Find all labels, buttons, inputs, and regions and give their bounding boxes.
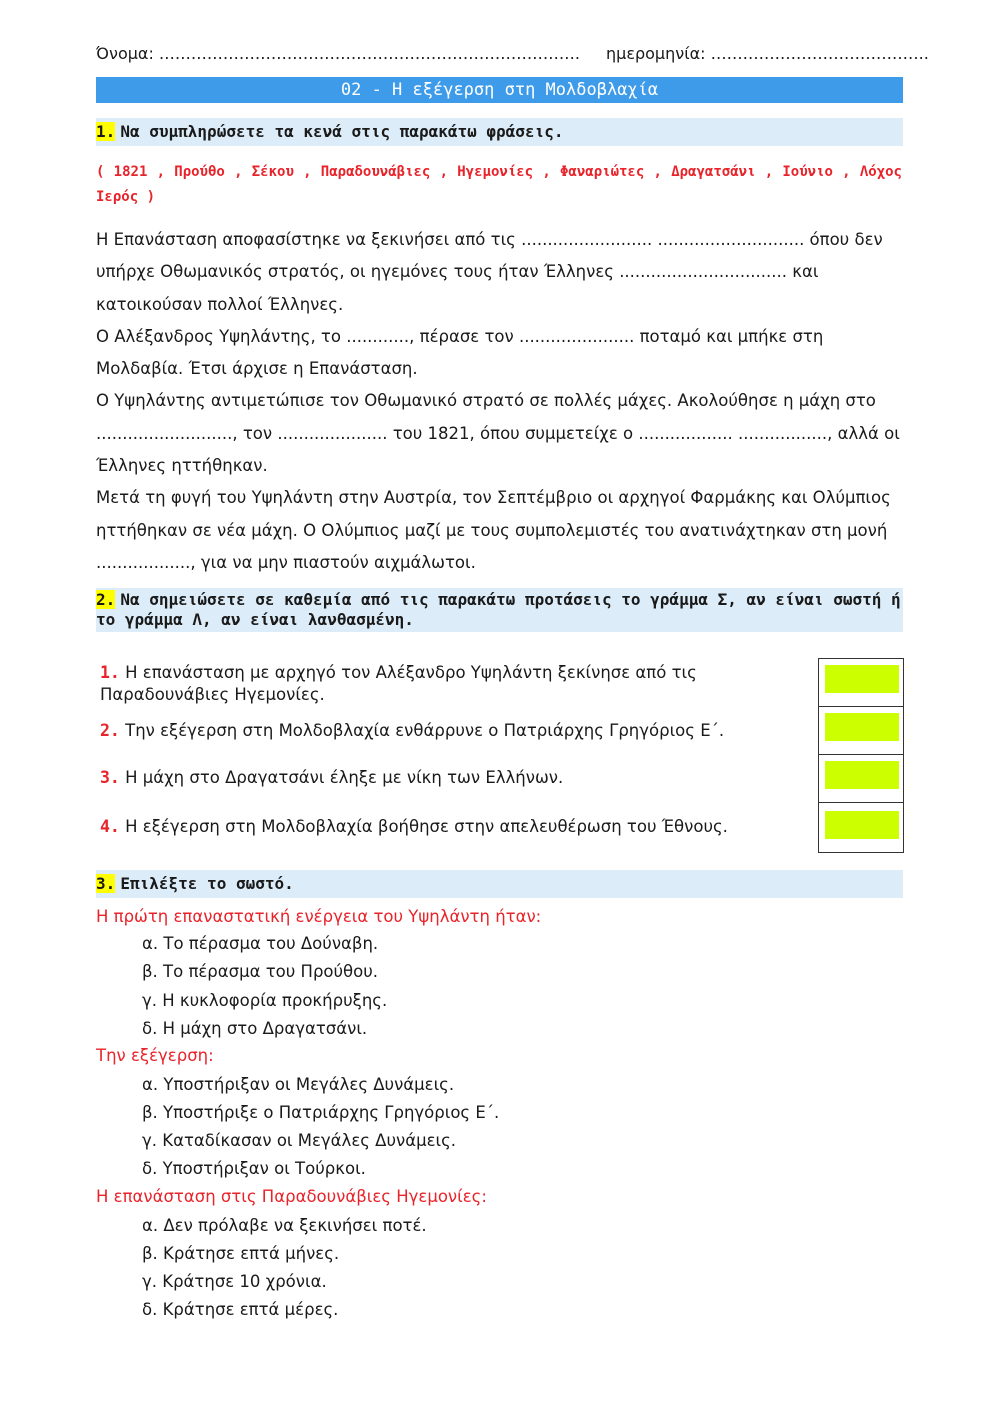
section-instruction: Να συμπληρώσετε τα κενά στις παρακάτω φράσεις. xyxy=(120,122,564,141)
true-false-statement xyxy=(100,767,800,789)
option-2b[interactable]: β. Υποστήριξε ο Πατριάρχης Γρηγόριος Ε΄. xyxy=(142,1103,500,1122)
option-1c[interactable]: γ. Η κυκλοφορία προκήρυξης. xyxy=(142,991,388,1010)
option-1a[interactable]: α. Το πέρασμα του Δούναβη. xyxy=(142,934,379,953)
statement-number: 2. xyxy=(100,721,120,740)
section-number: 3. xyxy=(96,874,116,893)
header-line xyxy=(96,44,929,63)
option-2a[interactable]: α. Υποστήριξαν οι Μεγάλες Δυνάμεις. xyxy=(142,1075,455,1094)
word-bank: ( 1821 , Προύθο , Σέκου , Παραδουνάβιες , Ηγεμονίες , Φαναριώτες , Δραγατσάνι , Ιούνιο , Λόχος Ιερός ) xyxy=(96,164,902,205)
statement-text: Την εξέγερση στη Μολδοβλαχία ενθάρρυνε ο Πατριάρχης Γρηγόριος Ε΄. xyxy=(125,721,725,740)
section-1-heading xyxy=(96,118,903,146)
answer-cell xyxy=(819,659,903,707)
answer-box-1[interactable] xyxy=(825,665,899,693)
name-field[interactable]: Όνομα: ……………………………………………………………………. xyxy=(96,44,581,63)
option-1d[interactable]: δ. Η μάχη στο Δραγατσάνι. xyxy=(142,1019,368,1038)
paragraph: Μετά τη φυγή του Υψηλάντη στην Αυστρία, τον Σεπτέμβριο οι αρχηγοί Φαρμάκης και Ολύμπιος ηττήθηκαν σε νέα μάχη. Ο Ολύμπιος μαζί με τους συμπολεμιστές του ανατινάχτηκαν στη μονή .................., για να μην πιαστούν αιχμάλωτοι. xyxy=(96,488,891,572)
paragraph: Ο Υψηλάντης αντιμετώπισε τον Οθωμανικό στρατό σε πολλές μάχες. Ακολούθησε η μάχη στο .........................., τον ..................... του 1821, όπου συμμετείχε ο .................. ................., αλλά οι Έλληνες ηττήθηκαν. xyxy=(96,391,900,476)
true-false-statement xyxy=(100,720,800,742)
section-number: 1. xyxy=(96,122,116,141)
section-number: 2. xyxy=(96,590,116,609)
option-2c[interactable]: γ. Καταδίκασαν οι Μεγάλες Δυνάμεις. xyxy=(142,1131,457,1150)
true-false-statement xyxy=(100,662,800,706)
answer-box-2[interactable] xyxy=(825,713,899,741)
section-3-heading xyxy=(96,870,903,898)
statement-number: 1. xyxy=(100,663,120,682)
question-1: Η πρώτη επαναστατική ενέργεια του Υψηλάντη ήταν: xyxy=(96,907,542,926)
fill-in-text xyxy=(96,224,902,579)
section-2-heading xyxy=(96,588,903,632)
statement-text: Η επανάσταση με αρχηγό τον Αλέξανδρο Υψηλάντη ξεκίνησε από τις Παραδουνάβιες Ηγεμονίες. xyxy=(100,663,697,704)
option-2d[interactable]: δ. Υποστήριξαν οι Τούρκοι. xyxy=(142,1159,366,1178)
page-title: 02 - Η εξέγερση στη Μολδοβλαχία xyxy=(96,77,903,103)
option-3d[interactable]: δ. Κράτησε επτά μέρες. xyxy=(142,1300,339,1319)
statement-number: 4. xyxy=(100,817,120,836)
answer-cell xyxy=(819,707,903,755)
answer-box-4[interactable] xyxy=(825,811,899,839)
option-1b[interactable]: β. Το πέρασμα του Προύθου. xyxy=(142,962,379,981)
answer-box-3[interactable] xyxy=(825,761,899,789)
statement-number: 3. xyxy=(100,768,120,787)
option-3c[interactable]: γ. Κράτησε 10 χρόνια. xyxy=(142,1272,327,1291)
question-2: Την εξέγερση: xyxy=(96,1046,214,1065)
answer-cell xyxy=(819,803,903,852)
true-false-statement xyxy=(100,816,800,838)
question-3: Η επανάσταση στις Παραδουνάβιες Ηγεμονίες: xyxy=(96,1187,487,1206)
section-instruction: Επιλέξτε το σωστό. xyxy=(120,874,294,893)
date-field[interactable]: ημερομηνία: ………………………………….. xyxy=(606,44,929,63)
answer-cell xyxy=(819,755,903,803)
paragraph: Η Επανάσταση αποφασίστηκε να ξεκινήσει από τις ......................... ............................ όπου δεν υπήρχε Οθωμανικός στρατός, οι ηγεμόνες τους ήταν Έλληνες ................................ και κατοικούσαν πολλοί Έλληνες. xyxy=(96,230,883,314)
statement-text: Η εξέγερση στη Μολδοβλαχία βοήθησε στην απελευθέρωση του Έθνους. xyxy=(125,817,728,836)
answer-table xyxy=(818,658,904,853)
paragraph: Ο Αλέξανδρος Υψηλάντης, το ............, πέρασε τον ...................... ποταμό και μπήκε στη Μολδαβία. Έτσι άρχισε η Επανάσταση. xyxy=(96,326,824,379)
option-3a[interactable]: α. Δεν πρόλαβε να ξεκινήσει ποτέ. xyxy=(142,1216,427,1235)
statement-text: Η μάχη στο Δραγατσάνι έληξε με νίκη των Ελλήνων. xyxy=(125,768,564,787)
option-3b[interactable]: β. Κράτησε επτά μήνες. xyxy=(142,1244,340,1263)
section-instruction: Να σημειώσετε σε καθεμία από τις παρακάτω προτάσεις το γράμμα Σ, αν είναι σωστή ή το γράμμα Λ, αν είναι λανθασμένη. xyxy=(96,590,901,629)
